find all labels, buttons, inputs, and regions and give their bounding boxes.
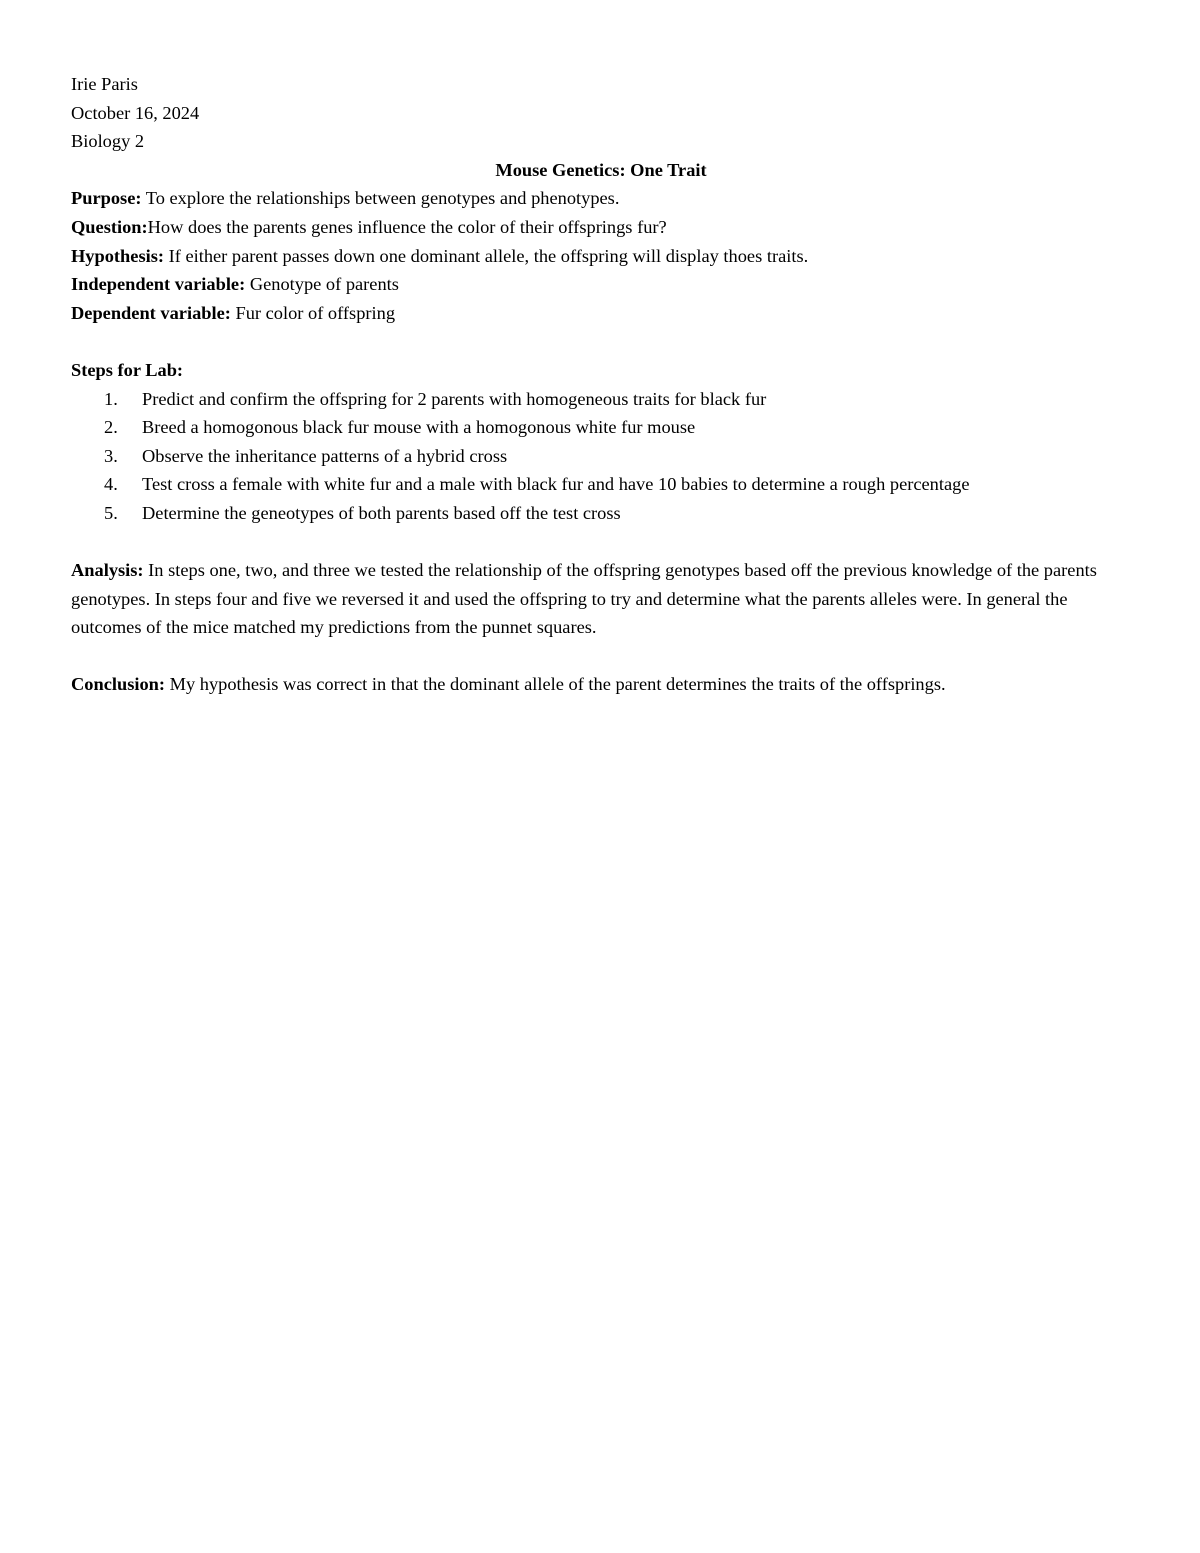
list-item bbox=[71, 413, 1131, 442]
independent-variable-label: Independent variable: bbox=[71, 274, 246, 295]
document-date: October 16, 2024 bbox=[71, 102, 200, 123]
list-item-text: Predict and confirm the offspring for 2 parents with homogeneous traits for black fur bbox=[142, 388, 767, 409]
list-item bbox=[71, 470, 1131, 499]
blank-line bbox=[71, 642, 1131, 671]
dependent-variable-label: Dependent variable: bbox=[71, 302, 231, 323]
list-item bbox=[71, 442, 1131, 471]
purpose-text: To explore the relationships between genotypes and phenotypes. bbox=[141, 188, 620, 209]
independent-variable-text: Genotype of parents bbox=[245, 274, 399, 295]
steps-heading: Steps for Lab: bbox=[71, 359, 184, 380]
list-item-text: Breed a homogonous black fur mouse with a homogonous white fur mouse bbox=[142, 417, 696, 438]
purpose-line bbox=[71, 184, 1131, 213]
conclusion-text: My hypothesis was correct in that the dominant allele of the parent determines the traits of the offsprings. bbox=[165, 674, 946, 695]
conclusion-paragraph bbox=[71, 670, 1131, 699]
independent-variable-line bbox=[71, 270, 1131, 299]
list-item-text: Observe the inheritance patterns of a hybrid cross bbox=[142, 445, 508, 466]
dependent-variable-text: Fur color of offspring bbox=[230, 302, 396, 323]
question-label: Question: bbox=[71, 216, 148, 237]
list-item-number: 2. bbox=[104, 417, 118, 438]
course-name: Biology 2 bbox=[71, 131, 145, 152]
conclusion-label: Conclusion: bbox=[71, 674, 166, 695]
steps-list bbox=[71, 385, 1131, 528]
dependent-variable-line bbox=[71, 299, 1131, 328]
list-item-number: 1. bbox=[104, 388, 118, 409]
analysis-label: Analysis: bbox=[71, 560, 144, 581]
list-item-text: Determine the geneotypes of both parents based off the test cross bbox=[142, 502, 621, 523]
list-item bbox=[71, 385, 1131, 414]
blank-line bbox=[71, 327, 1131, 356]
list-item-number: 4. bbox=[104, 474, 118, 495]
hypothesis-line bbox=[71, 242, 1131, 271]
author-name: Irie Paris bbox=[71, 74, 138, 94]
list-item-text: Test cross a female with white fur and a male with black fur and have 10 babies to determine a rough percentage bbox=[142, 474, 970, 495]
list-item-number: 5. bbox=[104, 502, 118, 523]
list-item-number: 3. bbox=[104, 445, 118, 466]
analysis-text: In steps one, two, and three we tested the relationship of the offspring genotypes based off the previous knowledge of the parents genotypes. In steps four and five we reversed it and used the offspring to try and determine what the parents alleles were. In general the outcomes of the mice matched my predictions from the punnet squares. bbox=[71, 560, 1097, 638]
question-text: How does the parents genes influence the color of their offsprings fur? bbox=[147, 216, 667, 237]
question-line bbox=[71, 213, 1131, 242]
purpose-label: Purpose: bbox=[71, 188, 142, 209]
analysis-paragraph bbox=[71, 556, 1131, 642]
hypothesis-label: Hypothesis: bbox=[71, 245, 164, 266]
hypothesis-text: If either parent passes down one dominant allele, the offspring will display thoes traits. bbox=[164, 245, 809, 266]
document-title: Mouse Genetics: One Trait bbox=[495, 159, 707, 180]
list-item bbox=[71, 499, 1131, 528]
blank-line bbox=[71, 528, 1131, 557]
document-page bbox=[71, 70, 1131, 699]
